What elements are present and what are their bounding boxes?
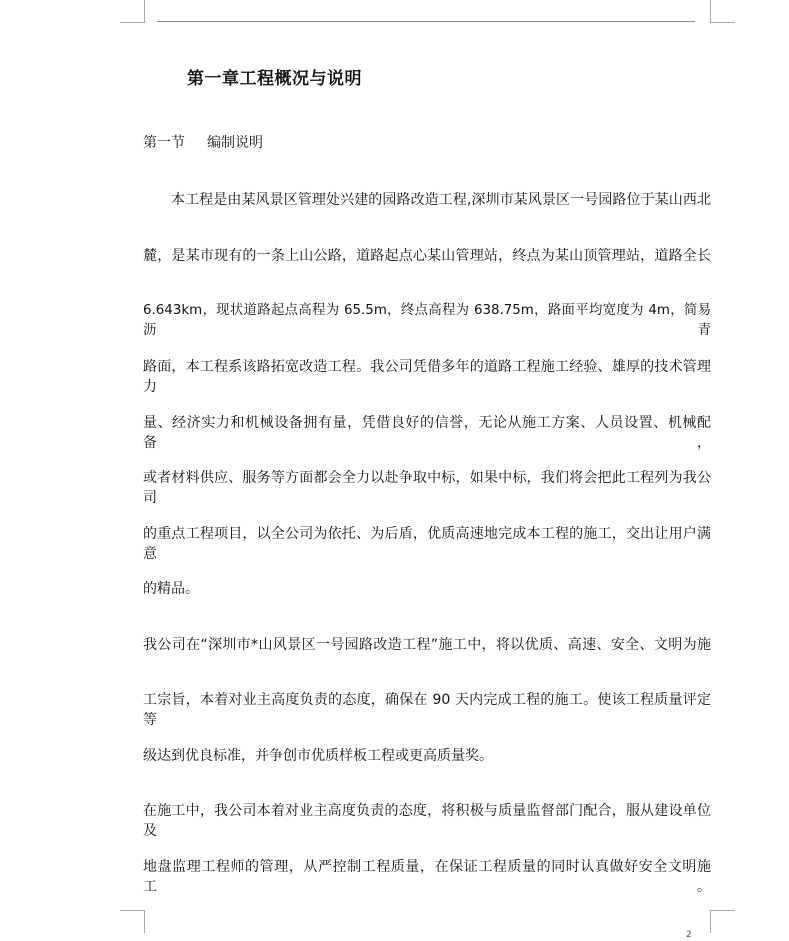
paragraph-line: 麓，是某市现有的一条上山公路，道路起点心某山管理站，终点为某山顶管理站，道路全长 [143, 248, 711, 264]
page-corner-mark-bottom-left [120, 910, 145, 933]
paragraph-line: 6.643km，现状道路起点高程为 65.5m，终点高程为 638.75m，路面平均宽度为 4m，简易沥青 [143, 303, 711, 338]
paragraph-line: 路面，本工程系该路拓宽改造工程。我公司凭借多年的道路工程施工经验、雄厚的技术管理力 [143, 359, 711, 395]
chapter-title: 第一章工程概况与说明 [187, 69, 362, 89]
section-heading [143, 132, 263, 152]
paragraph-line: 级达到优良标准，并争创市优质样板工程或更高质量奖。 [143, 748, 493, 764]
paragraph-line: 量、经济实力和机械设备拥有量，凭借良好的信誉，无论从施工方案、人员设置、机械配备， [143, 415, 711, 451]
page-corner-mark-top-right [710, 0, 735, 23]
page-corner-mark-top-left [120, 0, 145, 23]
paragraph-line: 工宗旨，本着对业主高度负责的态度，确保在 90 天内完成工程的施工。使该工程质量评定等 [143, 692, 711, 728]
section-name: 编制说明 [207, 135, 263, 151]
paragraph-line: 的精品。 [143, 581, 199, 597]
paragraph-line: 我公司在“深圳市*山风景区一号园路改造工程”施工中，将以优质、高速、安全、文明为施 [143, 637, 711, 653]
page-number: 2 [686, 930, 692, 940]
paragraph-line: 本工程是由某风景区管理处兴建的园路改造工程,深圳市某风景区一号园路位于某山西北 [171, 192, 711, 208]
header-rule [157, 21, 695, 22]
paragraph-line: 在施工中，我公司本着对业主高度负责的态度，将积极与质量监督部门配合，服从建设单位及 [143, 803, 711, 839]
paragraph-line: 的重点工程项目，以全公司为依托、为后盾，优质高速地完成本工程的施工，交出让用户满意 [143, 526, 711, 562]
page-corner-mark-bottom-right [710, 910, 735, 933]
paragraph-line: 或者材料供应、服务等方面都会全力以赴争取中标，如果中标，我们将会把此工程列为我公司 [143, 470, 711, 506]
section-number: 第一节 [143, 135, 185, 151]
paragraph-line: 地盘监理工程师的管理，从严控制工程质量，在保证工程质量的同时认真做好安全文明施工。 [143, 859, 711, 895]
